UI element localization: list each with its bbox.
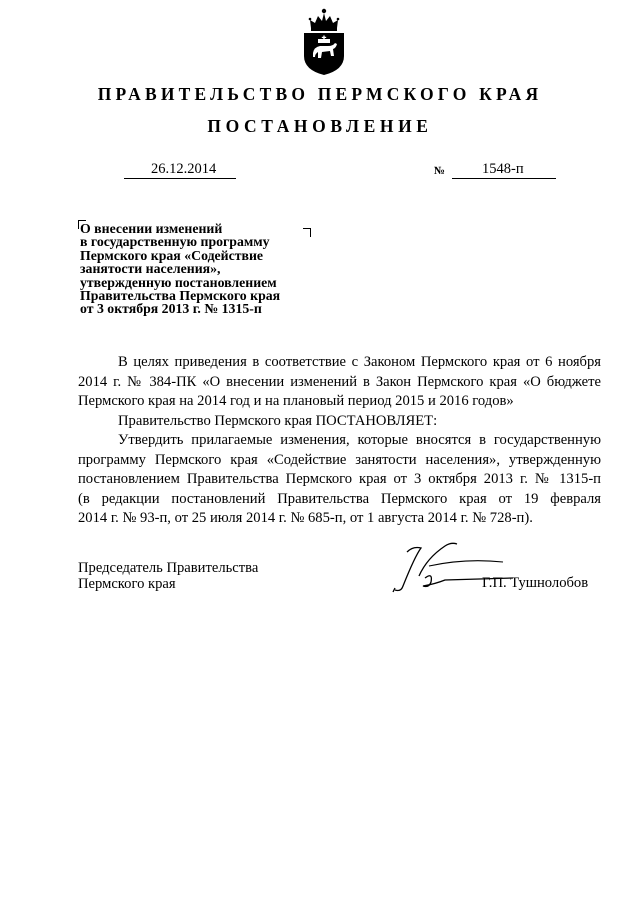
subject-line: занятости населения», [80, 261, 221, 277]
approval-paragraph [78, 431, 601, 451]
document-number: 1548-п [452, 160, 556, 179]
subject-line: Правительства Пермского края [80, 288, 281, 304]
subject-line: О внесении изменений [80, 221, 223, 236]
subject-line: утвержденную постановлением [80, 274, 277, 290]
resolution-paragraph [78, 412, 601, 432]
document-subject [80, 222, 320, 316]
signer-name: Г.П. Тушнолобов [482, 575, 589, 591]
body-line: Правительство Пермского края ПОСТАНОВЛЯЕТ: [118, 412, 438, 429]
signer-role [78, 560, 258, 592]
body-line: Утвердить прилагаемые изменения, которые вносятся в государственную [118, 432, 601, 448]
preamble-paragraph [78, 353, 601, 373]
document-type: ПОСТАНОВЛЕНИЕ [207, 116, 433, 136]
document-body [78, 353, 601, 529]
government-title: ПРАВИТЕЛЬСТВО ПЕРМСКОГО КРАЯ [97, 84, 543, 104]
number-sign: № [434, 165, 446, 177]
body-line: постановлением Правительства Пермского края от 3 октября 2013 г. № 1315-п [78, 471, 601, 487]
body-line: Пермского края на 2014 год и на плановый период 2015 и 2016 годов» [78, 393, 514, 409]
document-date: 26.12.2014 [124, 160, 236, 179]
subject-line: от 3 октября 2013 г. № 1315-п [80, 301, 262, 317]
signer-role-line: Председатель Правительства [78, 560, 259, 576]
coat-of-arms-icon [301, 6, 347, 76]
approval-paragraph-cont [78, 451, 601, 529]
body-line: (в редакции постановлений Правительства Пермского края от 19 февраля [78, 490, 601, 507]
subject-line: в государственную программу [80, 234, 270, 250]
preamble-paragraph-cont [78, 373, 601, 412]
body-line: 2014 г. № 93-п, от 25 июля 2014 г. № 685-п, от 1 августа 2014 г. № 728-п). [78, 510, 533, 526]
body-line: программу Пермского края «Содействие занятости населения», утвержденную [78, 451, 601, 468]
body-line: 2014 г. № 384-ПК «О внесении изменений в Закон Пермского края «О бюджете [78, 373, 601, 390]
subject-line: Пермского края «Содействие [80, 247, 264, 263]
body-line: В целях приведения в соответствие с Законом Пермского края от 6 ноября [118, 354, 601, 370]
signer-role-line: Пермского края [78, 576, 176, 592]
